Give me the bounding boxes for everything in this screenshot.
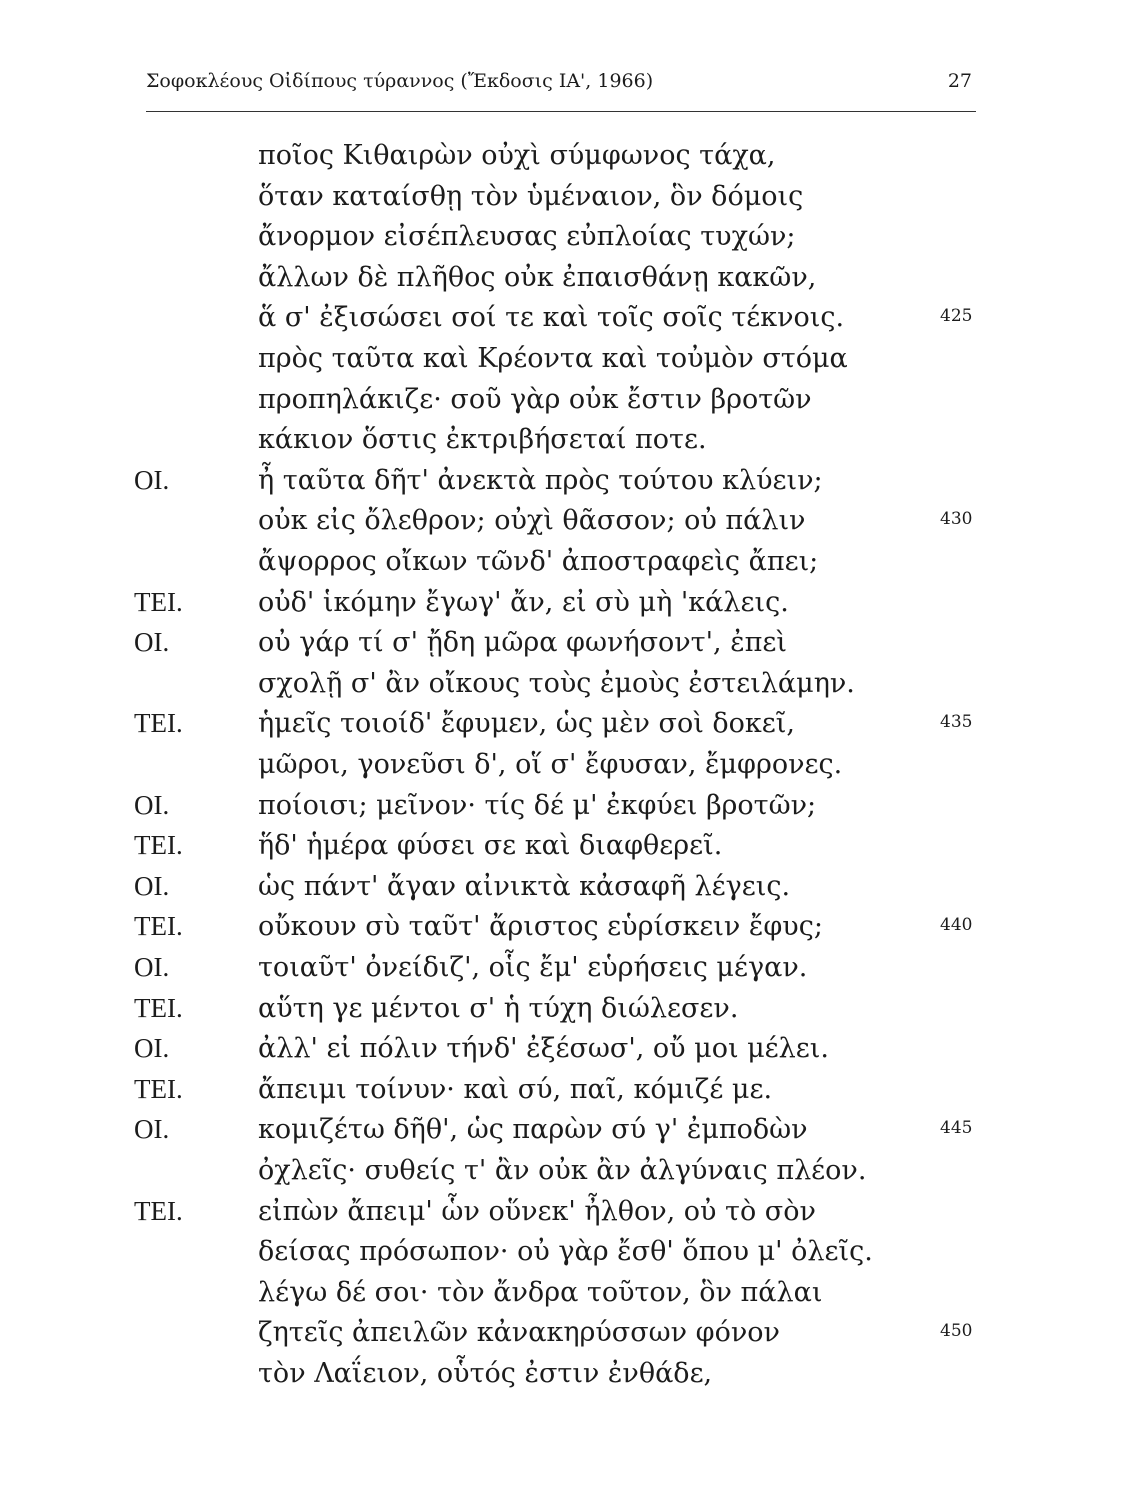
line-number: 445 <box>940 1118 973 1139</box>
verse-line <box>0 1114 1146 1154</box>
verse-line <box>0 1236 1146 1276</box>
header-title: Σοφοκλέους Οἰδίπους τύραννος (Ἔκδοσις ΙΑ', 1966) <box>146 70 654 92</box>
speaker-label: ΤΕΙ. <box>134 586 183 617</box>
speaker-label: ΤΕΙ. <box>134 911 183 942</box>
verse-text: ὡς πάντ' ἄγαν αἰνικτὰ κἀσαφῆ λέγεις. <box>258 870 791 902</box>
verse-line <box>0 384 1146 424</box>
verse-text: σχολῇ σ' ἂν οἴκους τοὺς ἐμοὺς ἐστειλάμην. <box>258 667 855 699</box>
verse-text: οὐ γάρ τί σ' ᾔδη μῶρα φωνήσοντ', ἐπεὶ <box>258 627 788 659</box>
verse-text: τὸν Λαΐειον, οὗτός ἐστιν ἐνθάδε, <box>258 1358 713 1389</box>
speaker-label: ΟΙ. <box>134 1033 170 1064</box>
verse-line <box>0 749 1146 789</box>
verse-line <box>0 668 1146 708</box>
verse-text: κάκιον ὅστις ἐκτριβήσεταί ποτε. <box>258 424 707 456</box>
verse-line <box>0 993 1146 1033</box>
verse-line <box>0 1277 1146 1317</box>
verse-text: λέγω δέ σοι· τὸν ἄνδρα τοῦτον, ὃν πάλαι <box>258 1276 823 1308</box>
verse-text: ἄνορμον εἰσέπλευσας εὐπλοίας τυχών; <box>258 221 796 253</box>
verse-text: δείσας πρόσωπον· οὐ γὰρ ἔσθ' ὅπου μ' ὀλεῖς. <box>258 1236 873 1268</box>
verse-text: πρὸς ταῦτα καὶ Κρέοντα καὶ τοὐμὸν στόμα <box>258 343 848 374</box>
verse-text: ποῖος Κιθαιρὼν οὐχὶ σύμφωνος τάχα, <box>258 140 776 171</box>
speaker-label: ΟΙ. <box>134 870 170 901</box>
verse-text: ἄψορρος οἴκων τῶνδ' ἀποστραφεὶς ἄπει; <box>258 546 819 577</box>
verse-line <box>0 790 1146 830</box>
verse-text: ζητεῖς ἀπειλῶν κἀνακηρύσσων φόνον <box>258 1317 780 1349</box>
speaker-label: ΟΙ. <box>134 464 170 495</box>
verse-text: ἅ σ' ἐξισώσει σοί τε καὶ τοῖς σοῖς τέκνοις. <box>258 302 845 334</box>
speaker-label: ΟΙ. <box>134 789 170 820</box>
line-number: 435 <box>940 712 973 733</box>
verse-line <box>0 343 1146 383</box>
verse-text: ἄπειμι τοίνυν· καὶ σύ, παῖ, κόμιζέ με. <box>258 1073 773 1105</box>
verse-text: ἡμεῖς τοιοίδ' ἔφυμεν, ὡς μὲν σοὶ δοκεῖ, <box>258 708 795 740</box>
verse-line <box>0 1317 1146 1357</box>
verse-text: κομιζέτω δῆθ', ὡς παρὼν σύ γ' ἐμποδὼν <box>258 1114 808 1146</box>
verse-line <box>0 830 1146 870</box>
verse-text: μῶροι, γονεῦσι δ', οἵ σ' ἔφυσαν, ἔμφρονες. <box>258 749 843 780</box>
verse-text: ὅταν καταίσθῃ τὸν ὑμέναιον, ὃν δόμοις <box>258 180 804 212</box>
verse-text: οὔκουν σὺ ταῦτ' ἄριστος εὑρίσκειν ἔφυς; <box>258 911 823 943</box>
speaker-label: ΤΕΙ. <box>134 1195 183 1226</box>
verse-text: ἄλλων δὲ πλῆθος οὐκ ἐπαισθάνῃ κακῶν, <box>258 261 817 293</box>
verse-text: ἥδ' ἡμέρα φύσει σε καὶ διαφθερεῖ. <box>258 830 723 862</box>
verse-text: οὐκ εἰς ὄλεθρον; οὐχὶ θᾶσσον; οὐ πάλιν <box>258 505 806 537</box>
verse-line <box>0 140 1146 180</box>
verse-line <box>0 627 1146 667</box>
line-number: 440 <box>940 915 973 936</box>
verse-text: ἦ ταῦτα δῆτ' ἀνεκτὰ πρὸς τούτου κλύειν; <box>258 464 823 496</box>
line-number: 430 <box>940 509 973 530</box>
speaker-label: ΟΙ. <box>134 627 170 658</box>
verse-text: οὐδ' ἱκόμην ἔγωγ' ἄν, εἰ σὺ μὴ 'κάλεις. <box>258 586 789 618</box>
verse-line <box>0 221 1146 261</box>
verse-line <box>0 181 1146 221</box>
verse-line <box>0 465 1146 505</box>
verse-line <box>0 505 1146 545</box>
line-number: 425 <box>940 306 973 327</box>
verse-line <box>0 587 1146 627</box>
speaker-label: ΤΕΙ. <box>134 830 183 861</box>
verse-line <box>0 1358 1146 1398</box>
verse-text: εἰπὼν ἄπειμ' ὧν οὕνεκ' ἦλθον, οὐ τὸ σὸν <box>258 1195 816 1227</box>
verse-line <box>0 952 1146 992</box>
page-number: 27 <box>947 70 972 92</box>
verse-line <box>0 302 1146 342</box>
verse-line <box>0 1196 1146 1236</box>
speaker-label: ΟΙ. <box>134 1114 170 1145</box>
speaker-label: ΟΙ. <box>134 952 170 982</box>
speaker-label: ΤΕΙ. <box>134 708 183 739</box>
verse-text: ὀχλεῖς· συθείς τ' ἂν οὐκ ἂν ἀλγύναις πλέον. <box>258 1155 867 1186</box>
verse-line <box>0 1033 1146 1073</box>
line-number: 450 <box>940 1321 973 1342</box>
speaker-label: ΤΕΙ. <box>134 992 183 1023</box>
speaker-label: ΤΕΙ. <box>134 1073 183 1104</box>
verse-line <box>0 1074 1146 1114</box>
verse-line <box>0 262 1146 302</box>
verse-text: ποίοισι; μεῖνον· τίς δέ μ' ἐκφύει βροτῶν; <box>258 789 817 821</box>
verse-line <box>0 546 1146 586</box>
verse-line <box>0 708 1146 748</box>
verse-text: τοιαῦτ' ὀνείδιζ', οἷς ἔμ' εὑρήσεις μέγαν. <box>258 952 808 983</box>
verse-line <box>0 1155 1146 1195</box>
verse-line <box>0 424 1146 464</box>
verse-line <box>0 871 1146 911</box>
verse-line <box>0 911 1146 951</box>
verse-text: προπηλάκιζε· σοῦ γὰρ οὐκ ἔστιν βροτῶν <box>258 383 812 415</box>
verse-text: ἀλλ' εἰ πόλιν τήνδ' ἐξέσωσ', οὔ μοι μέλει. <box>258 1033 829 1065</box>
verse-text: αὕτη γε μέντοι σ' ἡ τύχη διώλεσεν. <box>258 992 739 1024</box>
